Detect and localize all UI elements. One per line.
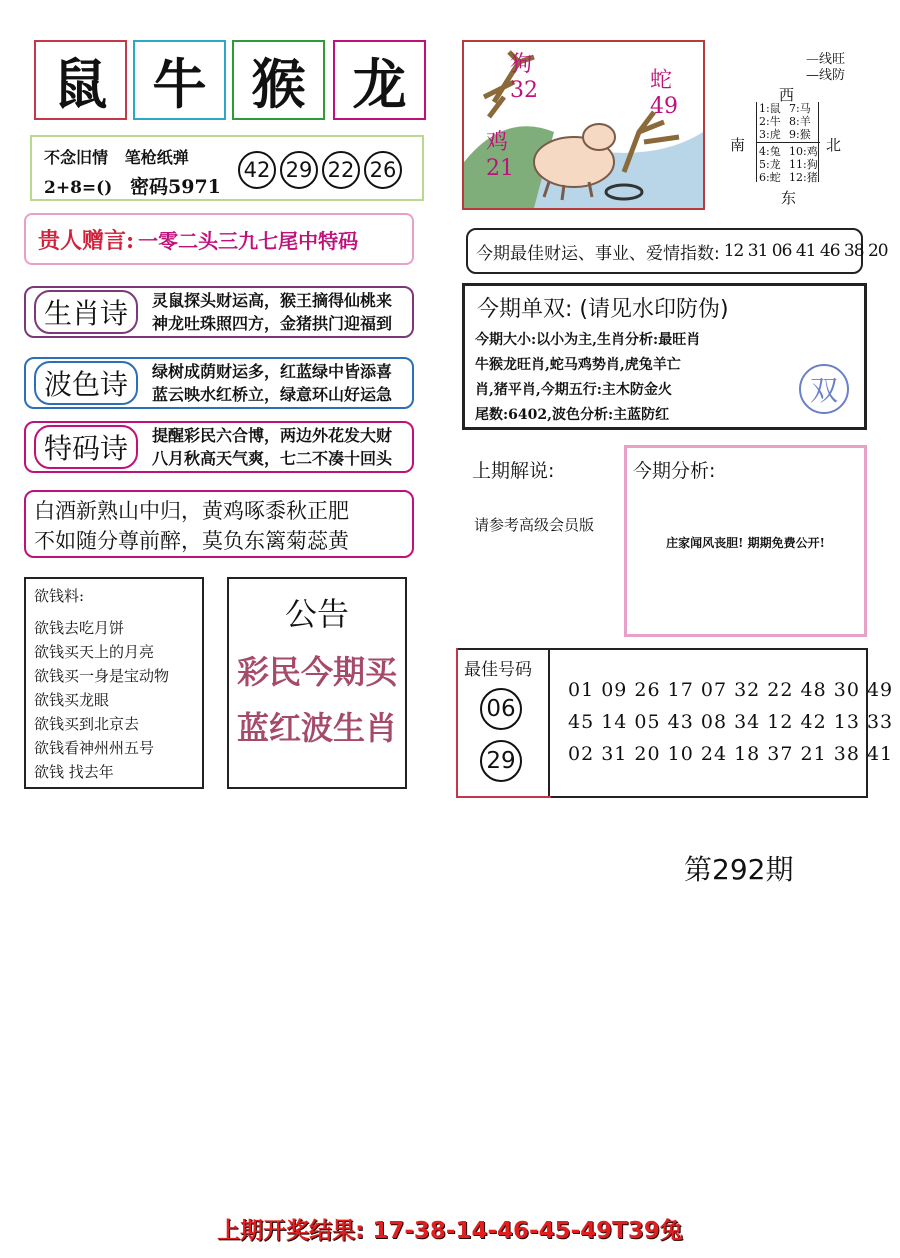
best-title: 最佳号码 bbox=[464, 660, 532, 680]
pic-label-rooster: 鸡 21 bbox=[486, 130, 514, 181]
last-explain-text: 请参考高级会员版 bbox=[474, 516, 595, 534]
analysis-title: 今期分析: bbox=[633, 460, 716, 482]
notice-line: 蓝红波生肖 bbox=[236, 709, 397, 747]
last-explain-title: 上期解说: bbox=[472, 460, 555, 482]
single-double-title: 今期单双: bbox=[477, 297, 573, 322]
money-line: 欲钱看神州州五号 bbox=[34, 739, 155, 757]
compass: —线旺 —线防 西 南 北 东 1:鼠 2:牛 3:虎 4:兔 5:龙 6:蛇 7:马 8:羊 9:猴 10:鸡 11:狗 12:猪 bbox=[730, 52, 846, 207]
money-line: 欲钱 找去年 bbox=[34, 763, 114, 781]
zodiac-box-monkey: 猴 bbox=[232, 40, 325, 120]
noble-advice-box bbox=[24, 213, 414, 265]
big-poem-line: 不如随分尊前醉，莫负东篱菊蕊黄 bbox=[34, 529, 349, 553]
compass-south: 南 bbox=[730, 136, 746, 154]
notice-title: 公告 bbox=[284, 595, 349, 633]
legend-wang: 线旺 bbox=[819, 52, 846, 67]
big-poem-line: 白酒新熟山中归，黄鸡啄黍秋正肥 bbox=[34, 499, 349, 523]
single-double-note: (请见水印防伪) bbox=[579, 297, 729, 322]
special-code-poem-box bbox=[24, 421, 414, 473]
zodiac-box-ox: 牛 bbox=[133, 40, 226, 120]
compass-north: 北 bbox=[826, 136, 842, 154]
money-line: 欲钱买龙眼 bbox=[34, 691, 110, 709]
poem-tag: 生肖诗 bbox=[34, 290, 138, 334]
noble-advice-label: 贵人赠言: bbox=[38, 227, 135, 254]
zodiac-box-dragon: 龙 bbox=[333, 40, 426, 120]
poem-line: 灵鼠探头财运高，猴王摘得仙桃来 bbox=[152, 291, 393, 310]
number-circle: 26 bbox=[364, 151, 402, 189]
number-circle: 22 bbox=[322, 151, 360, 189]
pic-label-snake: 蛇 49 bbox=[650, 68, 678, 119]
notice-box bbox=[227, 577, 407, 789]
number-circle: 42 bbox=[238, 151, 276, 189]
money-line: 欲钱买天上的月亮 bbox=[34, 643, 155, 661]
compass-east: 东 bbox=[781, 189, 797, 207]
legend-fang: 线防 bbox=[819, 68, 846, 83]
best-circle: 06 bbox=[480, 688, 522, 730]
poem-line: 蓝云映水红桥立，绿意环山好运急 bbox=[152, 385, 393, 404]
analysis-box bbox=[624, 445, 867, 637]
money-line: 欲钱去吃月饼 bbox=[34, 619, 125, 637]
best-row: 45 14 05 43 08 34 12 42 13 33 bbox=[568, 711, 894, 733]
analysis-line: 今期大小:以小为主,生肖分析:最旺肖 bbox=[475, 332, 701, 348]
best-row: 02 31 20 10 24 18 37 21 38 41 bbox=[568, 743, 894, 765]
money-line: 欲钱买一身是宝动物 bbox=[34, 667, 170, 685]
money-line: 欲钱买到北京去 bbox=[34, 715, 140, 733]
clue-line2a: 2+8=() bbox=[44, 178, 113, 198]
big-poem-box bbox=[24, 490, 414, 558]
analysis-line: 尾数:6402,波色分析:主蓝防红 bbox=[475, 407, 670, 423]
clue-line1a: 不念旧情 bbox=[44, 148, 109, 167]
index-label: 今期最佳财运、事业、爱情指数: bbox=[476, 243, 720, 264]
zodiac-poem-box bbox=[24, 286, 414, 338]
poem-line: 绿树成荫财运多，红蓝绿中皆添喜 bbox=[152, 362, 393, 381]
zodiac-picture bbox=[462, 40, 705, 210]
compass-left-list: 1:鼠 2:牛 3:虎 4:兔 5:龙 6:蛇 bbox=[759, 102, 781, 184]
pig-illustration bbox=[464, 42, 703, 208]
analysis-line: 肖,猪平肖,今期五行:主木防金火 bbox=[475, 382, 672, 398]
money-riddle-box bbox=[24, 577, 204, 789]
money-title: 欲钱料: bbox=[34, 587, 85, 605]
poem-line: 神龙吐珠照四方，金猪拱门迎福到 bbox=[152, 314, 393, 333]
analysis-line: 牛猴龙旺肖,蛇马鸡势肖,虎兔羊亡 bbox=[475, 357, 681, 373]
index-values: 12 31 06 41 46 38 20 bbox=[723, 241, 888, 261]
best-numbers-box bbox=[456, 648, 894, 798]
clue-box bbox=[30, 135, 424, 201]
watermark-stamp: 双 bbox=[799, 364, 849, 414]
clue-password: 密码5971 bbox=[130, 176, 221, 198]
poem-tag: 特码诗 bbox=[34, 425, 138, 469]
index-line-box bbox=[466, 228, 888, 274]
poem-tag: 波色诗 bbox=[34, 361, 138, 405]
analysis-text: 庄家闻风丧胆! 期期免费公开! bbox=[666, 536, 825, 550]
poem-line: 提醒彩民六合博，两边外花发大财 bbox=[152, 426, 393, 445]
zodiac-box-rat: 鼠 bbox=[34, 40, 127, 120]
compass-right-list: 7:马 8:羊 9:猴 10:鸡 11:狗 12:猪 bbox=[789, 102, 818, 184]
notice-line: 彩民今期买 bbox=[236, 653, 397, 691]
poem-line: 八月秋高天气爽，七二不凑十回头 bbox=[152, 449, 393, 468]
wave-color-poem-box bbox=[24, 357, 414, 409]
best-circle: 29 bbox=[480, 740, 522, 782]
compass-west: 西 bbox=[779, 86, 795, 104]
noble-advice-text: 一零二头三九七尾中特码 bbox=[138, 228, 359, 253]
number-circle: 29 bbox=[280, 151, 318, 189]
single-double-box bbox=[462, 283, 867, 430]
clue-numbers bbox=[238, 151, 406, 189]
best-row: 01 09 26 17 07 32 22 48 30 49 bbox=[568, 679, 894, 701]
last-result: 上期开奖结果: 17-38-14-46-45-49T39兔 bbox=[217, 1218, 683, 1244]
clue-line1b: 笔枪纸弹 bbox=[124, 148, 189, 167]
issue-number: 第292期 bbox=[684, 853, 794, 886]
pic-label-dog: 狗 32 bbox=[510, 52, 538, 103]
